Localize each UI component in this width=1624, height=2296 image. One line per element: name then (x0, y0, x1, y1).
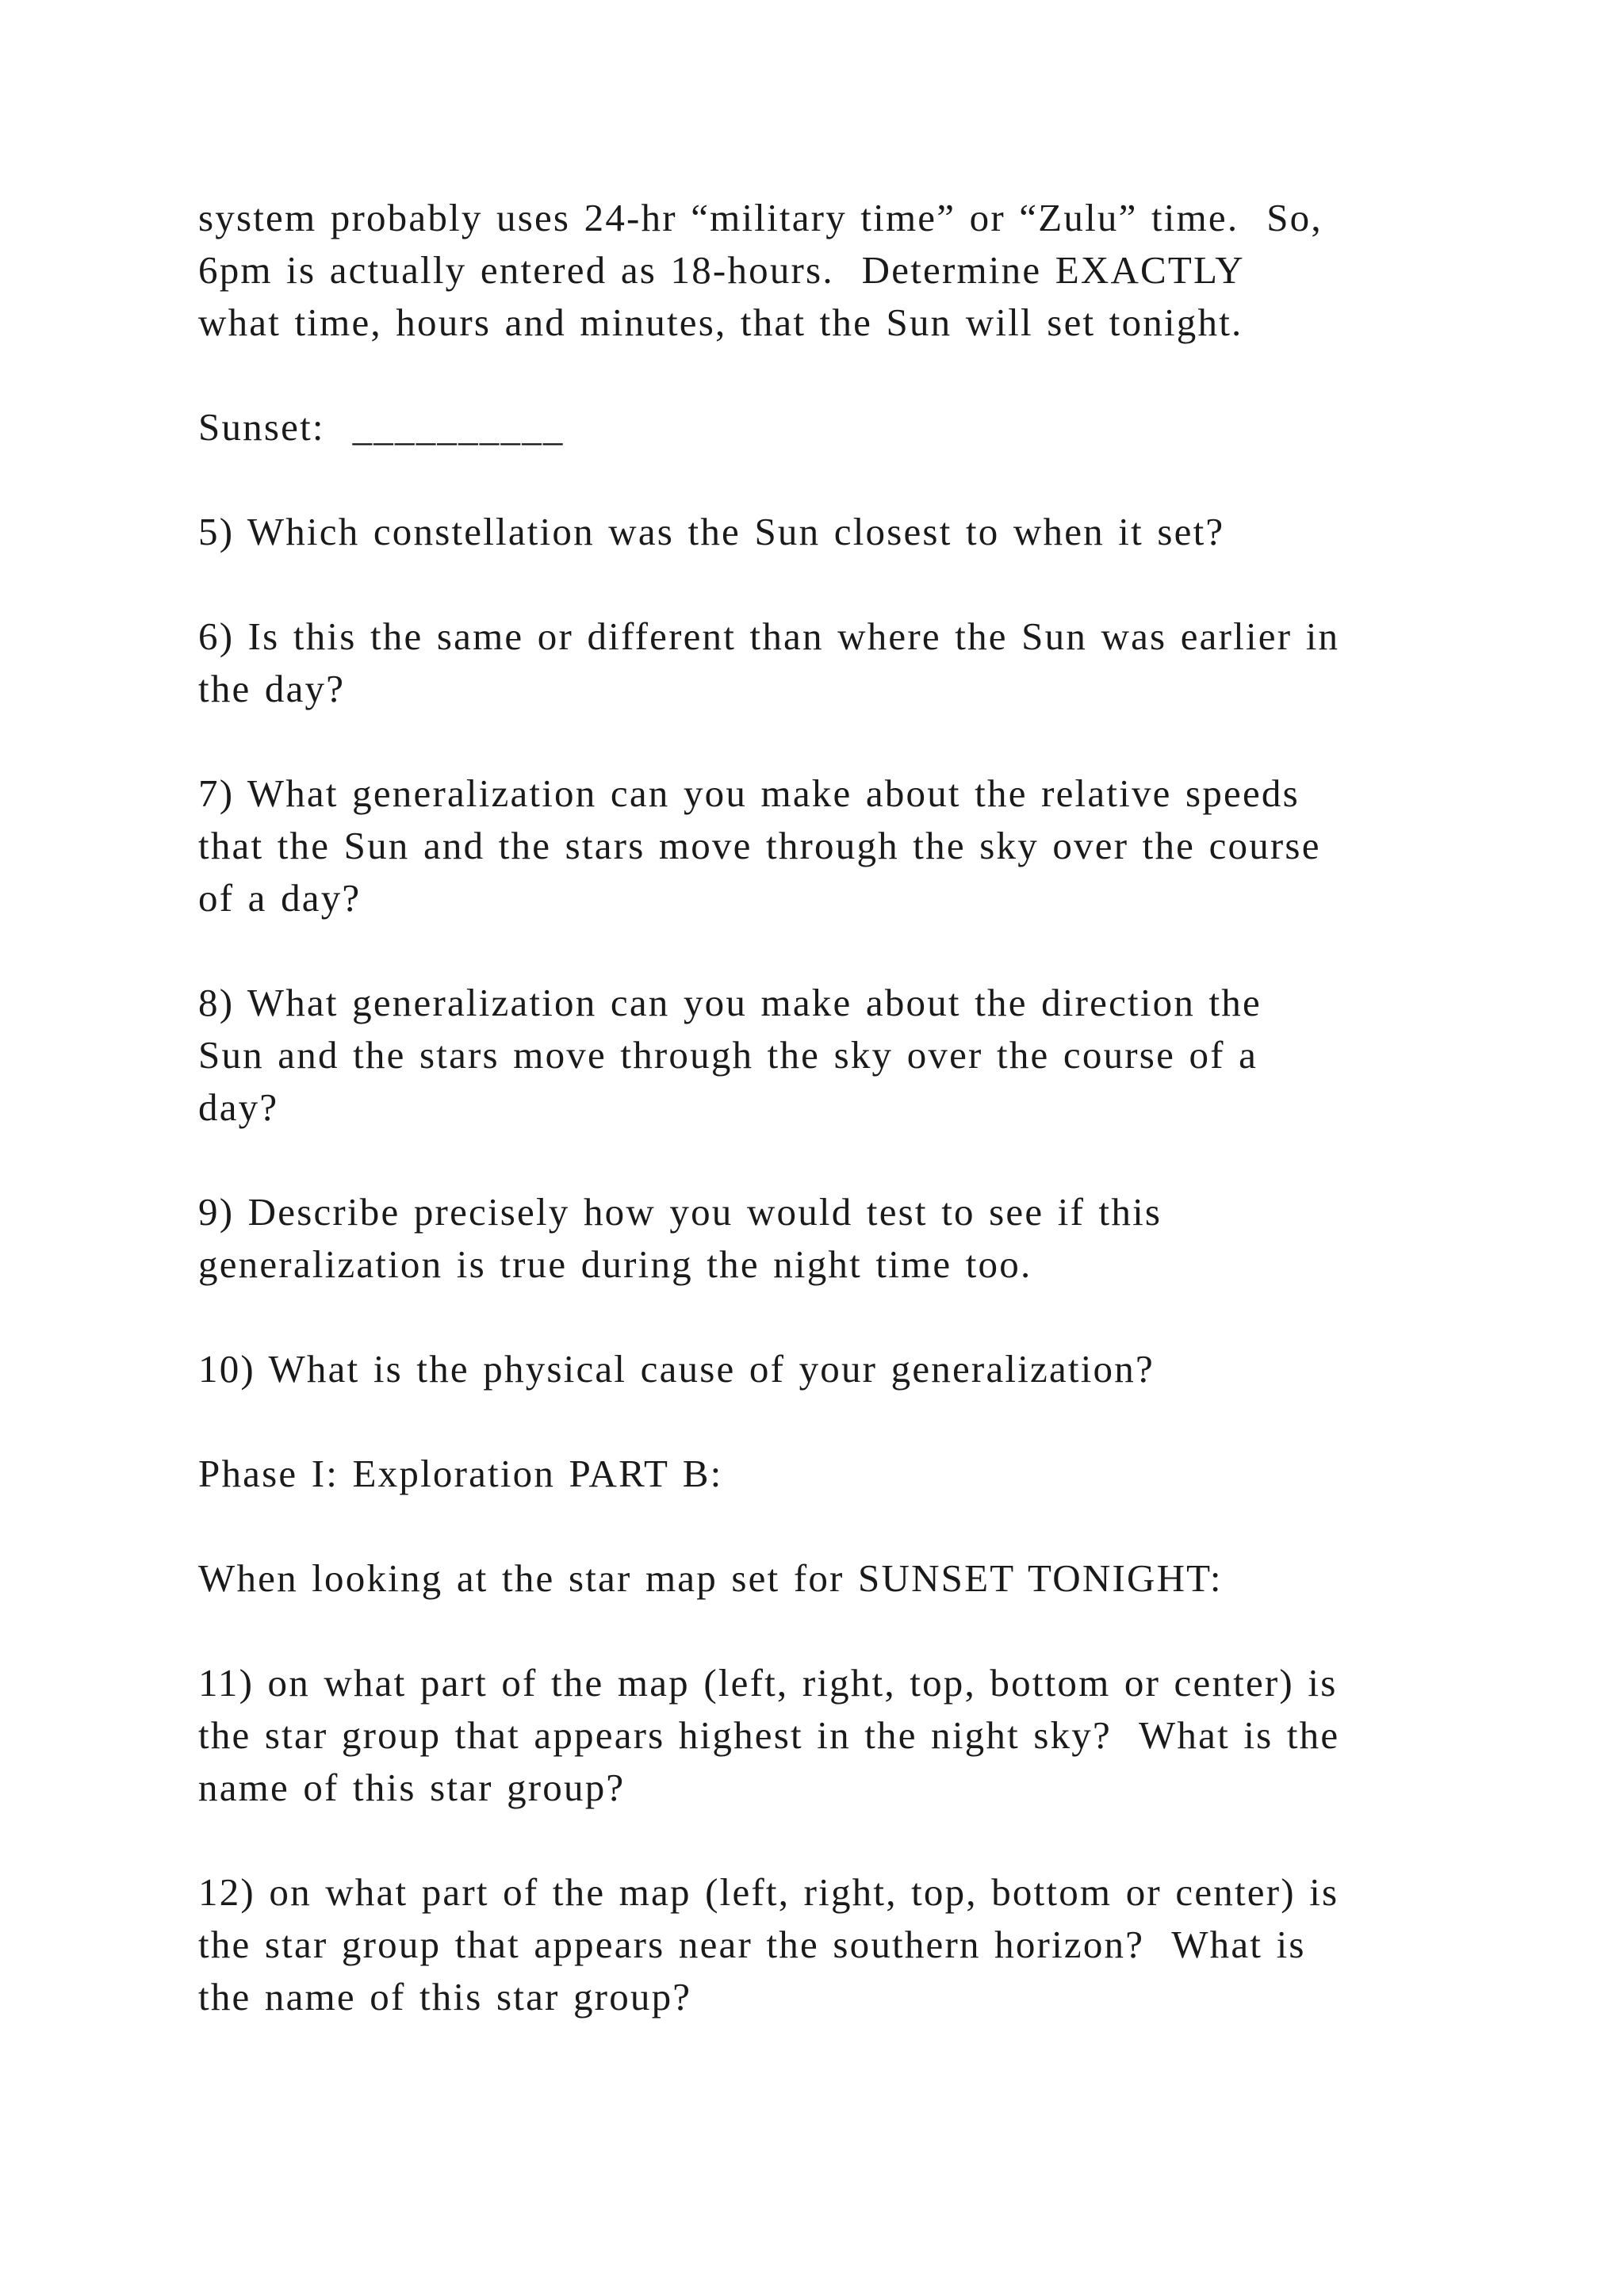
document-page (198, 192, 1467, 2076)
text-line: the star group that appears highest in the night sky? What is the (198, 1713, 1340, 1757)
text-line: 9) Describe precisely how you would test to see if this (198, 1190, 1162, 1234)
text-line: name of this star group? (198, 1766, 626, 1809)
text-line: 6) Is this the same or different than where the Sun was earlier in (198, 614, 1340, 658)
text-line: the day? (198, 667, 346, 710)
text-line: the name of this star group? (198, 1975, 692, 2019)
text-line: that the Sun and the stars move through the sky over the course (198, 824, 1321, 867)
text-line: When looking at the star map set for SUNSET TONIGHT: (198, 1556, 1223, 1600)
text-line: system probably uses 24-hr “military time” or “Zulu” time. So, (198, 196, 1323, 239)
text-line: 8) What generalization can you make about the direction the (198, 981, 1262, 1024)
text-line: 7) What generalization can you make about the relative speeds (198, 771, 1300, 815)
text-line: what time, hours and minutes, that the Sun will set tonight. (198, 300, 1243, 344)
text-line: 5) Which constellation was the Sun closest to when it set? (198, 510, 1225, 553)
intro-paragraph (198, 192, 1467, 349)
text-line: 12) on what part of the map (left, right, top, bottom or center) is (198, 1870, 1339, 1914)
text-line: day? (198, 1085, 279, 1129)
question-6 (198, 610, 1467, 715)
text-line: 6pm is actually entered as 18-hours. Determine EXACTLY (198, 248, 1245, 292)
text-line: of a day? (198, 876, 362, 920)
question-5 (198, 506, 1467, 558)
star-map-intro (198, 1552, 1467, 1605)
text-line: Sunset: __________ (198, 405, 565, 449)
sunset-answer-line (198, 401, 1467, 453)
question-10 (198, 1343, 1467, 1395)
text-line: generalization is true during the night time too. (198, 1242, 1032, 1286)
section-heading (198, 1448, 1467, 1500)
text-line: the star group that appears near the southern horizon? What is (198, 1923, 1306, 1966)
question-12 (198, 1866, 1467, 2023)
text-line: 10) What is the physical cause of your generalization? (198, 1347, 1155, 1391)
question-11 (198, 1657, 1467, 1814)
question-9 (198, 1186, 1467, 1291)
text-line: Sun and the stars move through the sky over the course of a (198, 1033, 1258, 1077)
text-line: 11) on what part of the map (left, right, top, bottom or center) is (198, 1661, 1338, 1705)
question-8 (198, 977, 1467, 1134)
text-line: Phase I: Exploration PART B: (198, 1452, 723, 1495)
question-7 (198, 767, 1467, 924)
